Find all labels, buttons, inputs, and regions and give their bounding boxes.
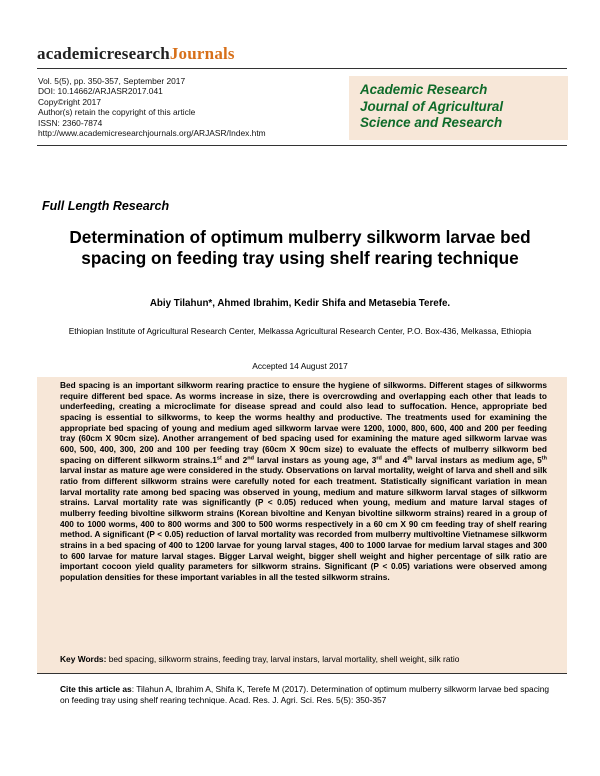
- abstract-text: and 4: [381, 454, 408, 465]
- abstract-superscript: rd: [376, 455, 382, 462]
- keywords-text: bed spacing, silkworm strains, feeding tray, larval instars, larval mortality, shell weight, silk ratio: [108, 654, 460, 664]
- meta-doi: DOI: 10.14662/ARJASR2017.041: [38, 86, 163, 97]
- meta-issn: ISSN: 2360-7874: [38, 117, 103, 128]
- abstract-divider: [37, 673, 567, 674]
- journal-name-line: Academic Research: [360, 82, 488, 97]
- abstract-superscript: th: [541, 455, 547, 462]
- article-type: Full Length Research: [42, 199, 170, 213]
- abstract-superscript: st: [216, 455, 222, 462]
- citation: [60, 684, 560, 706]
- abstract-text: Bed spacing is an important silkworm rearing practice to ensure the hygiene of silkworms. Different stages of silkworms require different bed space. As worms increase in size, there is overcrowding and overlapping each other that leads to underfeeding, creating a microclimate for disease spread and could also lead to suffocation. Hence, appropriate bed spacing is essential to silkworms, to keep the worms healthy and productive. The treatments used for examining the appropriate bed spacing of young and medium aged silkworm larvae were 1200, 1000, 800, 600, 400 and 200 per feeding tray (60cm X 90cm size). Another arrangement of bed spacing used for examining the mature aged silkworm larvae was 600, 500, 400, 300, 200 and 100 per feeding tray (60cm X 90cm size) to evaluate the effects of mulberry silkworm bed spacing on different silkworm strains.1: [60, 380, 547, 465]
- publisher-logo: [37, 44, 235, 64]
- authors: Abiy Tilahun*, Ahmed Ibrahim, Kedir Shifa and Metasebia Terefe.: [149, 298, 451, 309]
- publisher-logo-part2: Journals: [169, 44, 235, 63]
- meta-url[interactable]: http://www.academicresearchjournals.org/ARJASR/Index.htm: [38, 128, 266, 139]
- abstract-superscript: th: [407, 455, 413, 462]
- abstract-text: larval instars as medium age, 5: [412, 454, 542, 465]
- meta-copyright: Copy©right 2017: [38, 96, 101, 107]
- meta-volume: Vol. 5(5), pp. 350-357, September 2017: [38, 76, 186, 86]
- accepted-date: Accepted 14 August 2017: [252, 361, 348, 371]
- citation-text: : Tilahun A, Ibrahim A, Shifa K, Terefe M (2017). Determination of optimum mulberry silkworm larvae bed spacing on feeding tray using shelf rearing technique. Acad. Res. J. Agri. Sci. Res. 5(5): 350-357: [60, 684, 550, 706]
- journal-name-line: Science and Research: [360, 115, 503, 130]
- paper-title: Determination of optimum mulberry silkworm larvae bed spacing on feeding tray using shelf rearing technique: [69, 227, 531, 268]
- keywords-label: Key Words:: [60, 654, 107, 664]
- abstract-text: and 2: [221, 454, 248, 465]
- abstract-text: larval instars as young age, 3: [253, 454, 377, 465]
- publisher-logo-part1: academicresearch: [37, 44, 170, 63]
- journal-name: [360, 82, 503, 132]
- meta-divider: [37, 145, 567, 146]
- meta-rights: Author(s) retain the copyright of this article: [38, 107, 196, 118]
- keywords: [60, 654, 550, 664]
- journal-name-line: Journal of Agricultural: [360, 98, 504, 114]
- abstract-superscript: nd: [247, 455, 254, 462]
- citation-label: Cite this article as: [60, 684, 132, 694]
- abstract: [60, 380, 547, 582]
- abstract-text: larval instar as mature age were considered in the study. Observations on larval mortality, weight of larva and shell and silk ratio from different silkworm strains were carefully noted for each treatment. Statistically significant variation in mean larval mortality rate among bed spacing was observed in young, medium and mature silkworm larval stages of silkworm strains. Larval mortality rate was significantly (P < 0.05) reduced when young, medium and mature larval stages of mulberry feeding bivoltine silkworm strains (Korean bivoltine and Kenyan bivoltine silkworm strains) reared in a group of 400 to 1000 worms, 400 to 800 worms and 300 to 500 worms respectively in a 60 cm X 90 cm feeding tray of shelf rearing method. A significant (P < 0.05) reduction of larval mortality was recorded from mulberry multivoltine Vietnamese silkworm strains in a bed spacing of 400 to 1200 larvae for young larval stages, 400 to 1000 larvae for medium larval stages and 300 to 600 larvae for mature larval stages. Bigger Larval weight, bigger shell weight and higher percentage of silk ratio are important cocoon yield quality parameters for silkworm strains. Significant (P < 0.05) variations were observed among population densities for these important variables in all the tested silkworm strains.: [60, 465, 547, 582]
- header-divider: [37, 68, 567, 69]
- affiliation: Ethiopian Institute of Agricultural Research Center, Melkassa Agricultural Research Center, P.O. Box-436, Melkassa, Ethiopia: [68, 326, 532, 336]
- article-metadata: [38, 76, 266, 138]
